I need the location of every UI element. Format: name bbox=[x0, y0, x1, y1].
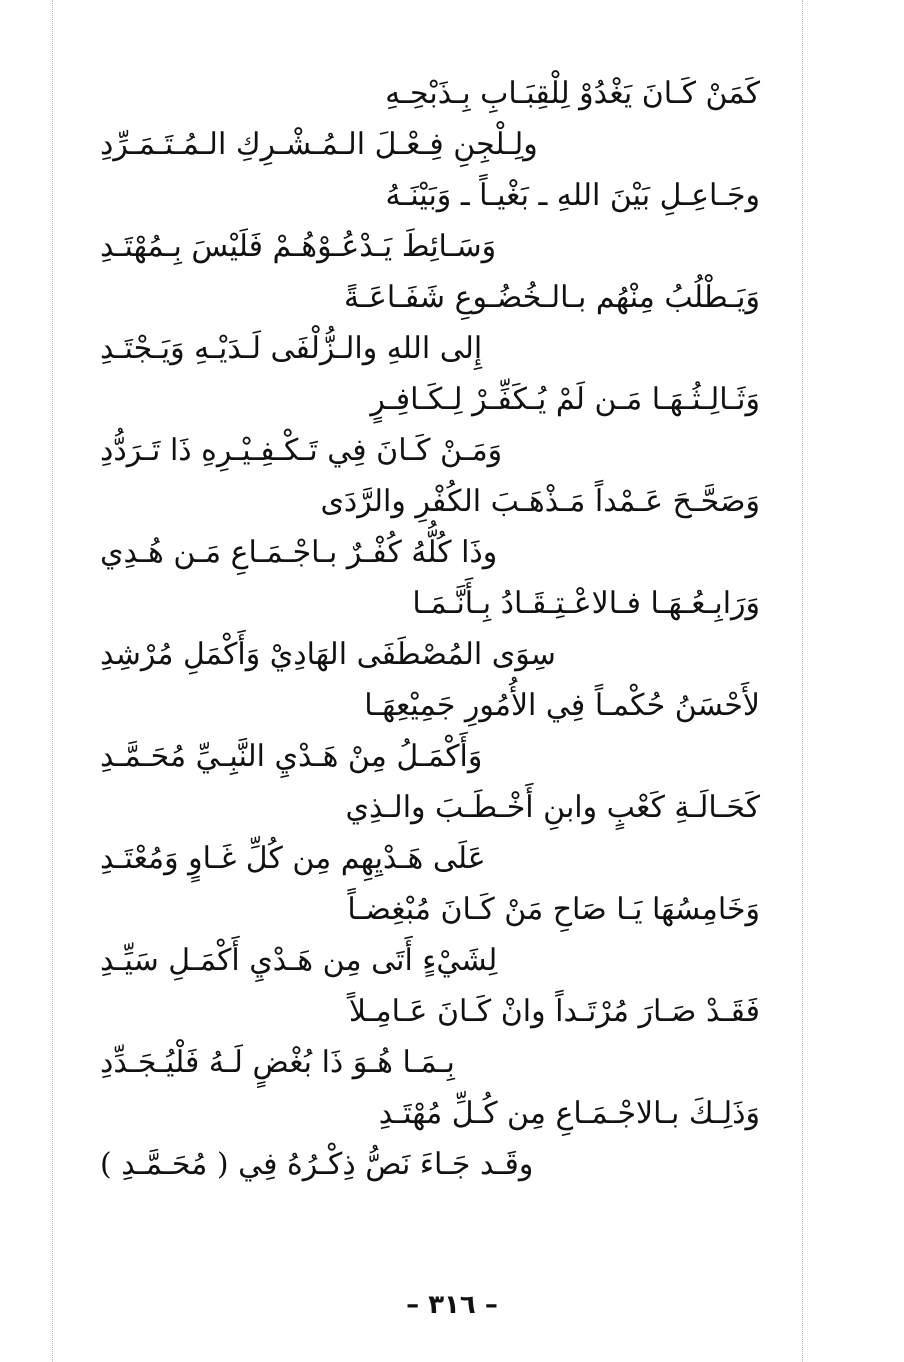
poem-verses bbox=[100, 72, 760, 1194]
verse-line: سِوَى المُصْطَفَى الهَادِيْ وَأَكْمَلِ مُرْشِدِ bbox=[100, 637, 556, 672]
verse-line: إِلى اللهِ والـزُّلْفَى لَـدَيْـهِ وَيَـجْتَـدِ bbox=[100, 331, 483, 366]
verse-line: وذَا كُلُّهُ كُفْـرٌ بـاجْـمَـاعِ مَـن هُـدِي bbox=[100, 535, 498, 570]
verse-line: ولِـلْجِنِ فِـعْـلَ الـمُـشْـرِكِ الـمُـتَـمَـرِّدِ bbox=[100, 127, 538, 162]
verse-line: بِـمَـا هُـوَ ذَا بُغْضٍ لَـهُ فَلْيُـجَـدِّدِ bbox=[100, 1045, 455, 1080]
page-number: – ٣١٦ – bbox=[406, 1290, 498, 1320]
verse-line: عَلَى هَـدْيِهِم مِن كُلِّ غَـاوٍ وَمُعْتَـدِ bbox=[100, 841, 486, 876]
verse-line: وَصَحَّـحَ عَـمْداً مَـذْهَـبَ الكُفْرِ والرَّدَى bbox=[320, 484, 760, 519]
verse-line: وَثَـالِـثُـهَـا مَـن لَمْ يُـكَفِّـرْ لِـكَـافِـرٍ bbox=[370, 382, 760, 417]
verse-line: لأَحْسَنُ حُكْمـاً فِي الأُمُورِ جَمِيْعِهَـا bbox=[364, 688, 760, 723]
margin-guide-line-right bbox=[802, 0, 803, 1362]
verse-line: وجَـاعِـلِ بَيْنَ اللهِ ـ بَغْيـاً ـ وَبَيْنَـهُ bbox=[385, 178, 760, 213]
verse-line: وَمَـنْ كَـانَ فِي تَـكْـفِـيْـرِهِ ذَا تَـرَدُّدِ bbox=[100, 433, 503, 468]
verse-line: لِشَيْءٍ أَتَى مِن هَـدْيِ أَكْمَـلِ سَيِّـدِ bbox=[100, 943, 498, 978]
verse-line: وقَـد جَـاءَ نَصُّ ذِكْـرُهُ فِي ( مُحَـمَّـدِ ) bbox=[100, 1147, 534, 1182]
verse-line: كَحَـالَـةِ كَعْبٍ وابنِ أَخْـطَـبَ والـذِي bbox=[345, 790, 760, 825]
verse-line: وَأَكْمَـلُ مِنْ هَـدْيِ النَّبِـيِّ مُحَـمَّـدِ bbox=[100, 739, 483, 774]
verse-line: كَمَنْ كَـانَ يَغْدُوْ لِلْقِبَـابِ بِـذَبْحِـهِ bbox=[385, 76, 760, 111]
margin-guide-line-left bbox=[52, 0, 53, 1362]
verse-line: وَذَلِـكَ بـالاجْـمَـاعِ مِن كُـلِّ مُهْتَـدِ bbox=[378, 1096, 760, 1131]
verse-line: وَرَابِـعُـهَـا فـالاعْـتِـقَـادُ بِـأَنَّـمَـا bbox=[412, 586, 760, 621]
verse-line: وَسَـائِطَ يَـدْعُـوْهُـمْ فَلَيْسَ بِـمُهْتَـدِ bbox=[100, 229, 497, 264]
verse-line: فَقَـدْ صَـارَ مُرْتَـداً وانْ كَـانَ عَـامِـلاً bbox=[348, 994, 760, 1029]
verse-line: وَيَـطْلُبُ مِنْهُم بـالـخُضُـوعِ شَفَـاعَـةً bbox=[344, 280, 760, 315]
verse-line: وَخَامِسُهَا يَـا صَاحِ مَنْ كَـانَ مُبْغِضـاً bbox=[347, 892, 760, 927]
